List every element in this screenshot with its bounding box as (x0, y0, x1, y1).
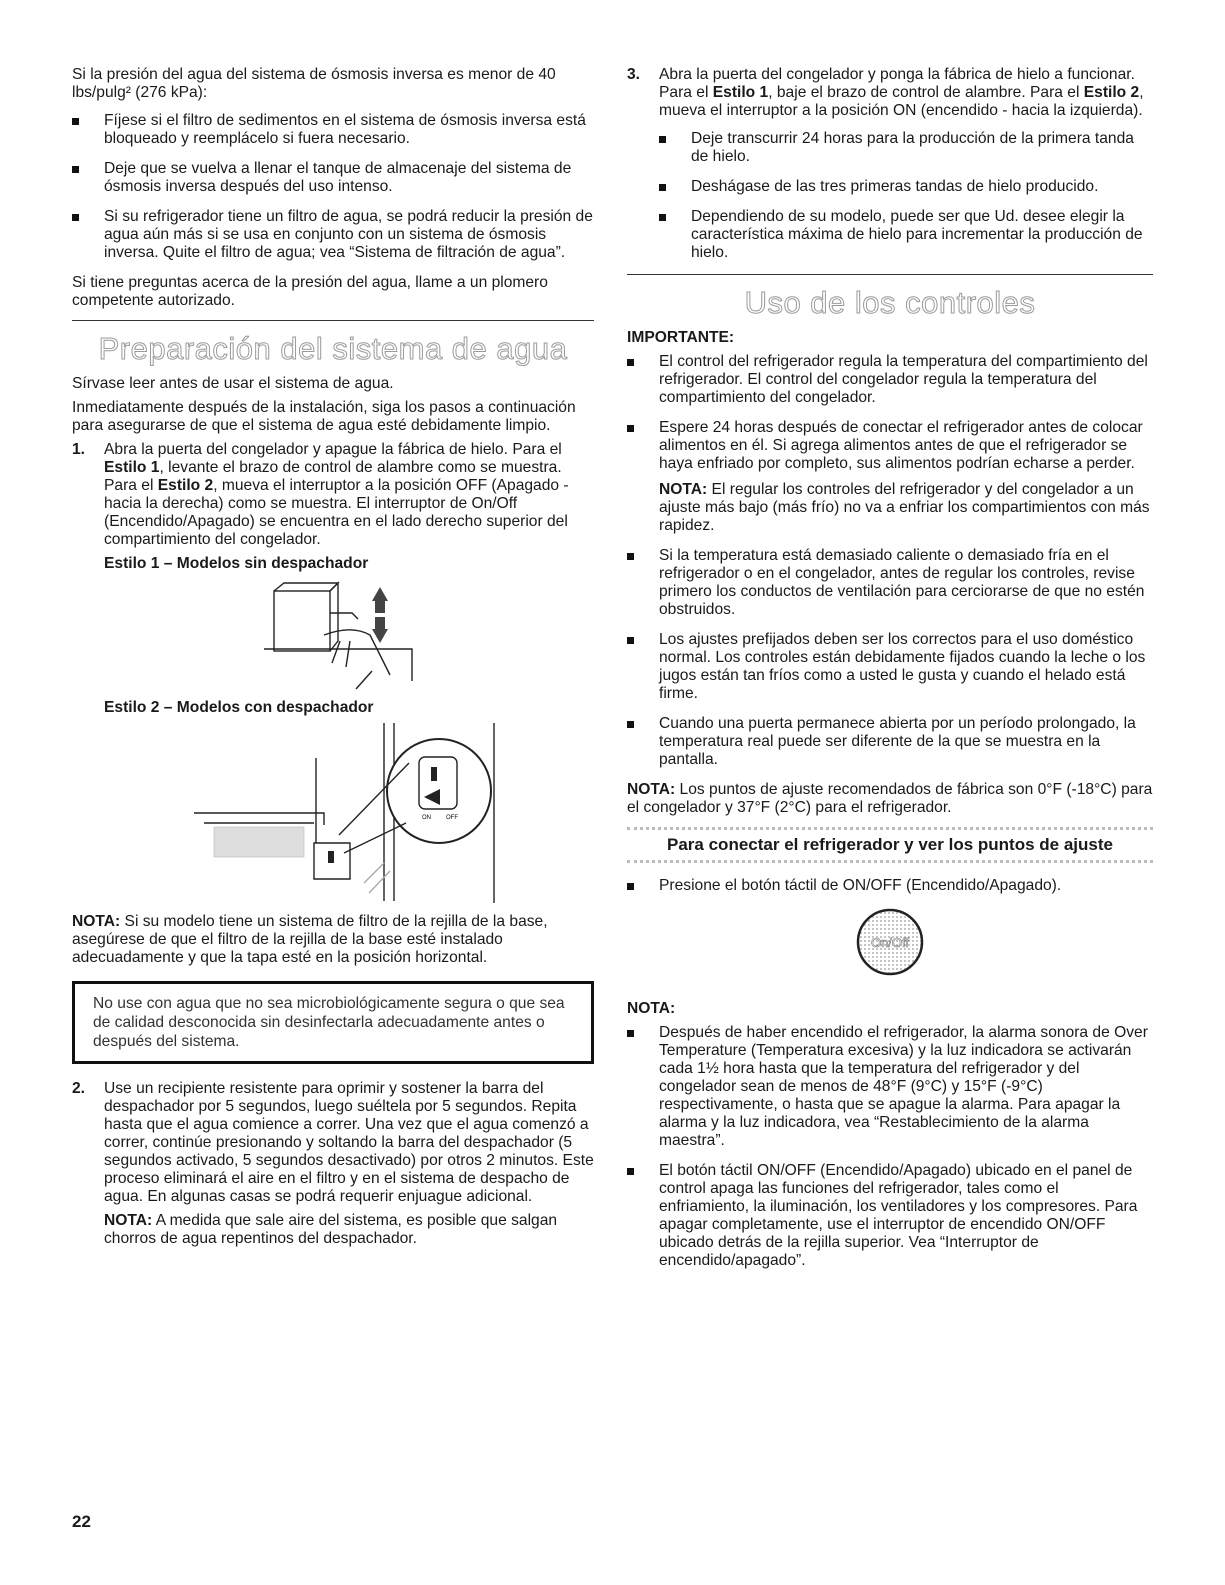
note-label: NOTA: (627, 781, 676, 798)
steps-list-right (627, 66, 1153, 262)
section-divider (72, 320, 594, 321)
base-grille-note (72, 913, 594, 967)
note-text: Si su modelo tiene un sistema de filtro de la rejilla de la base, asegúrese de que el filtro de la rejilla de la base esté instalado adecuadamente y que la tapa esté en la posición horizontal. (72, 913, 548, 966)
immediately-text: Inmediatamente después de la instalación, siga los pasos a continuación para asegurarse de que el sistema de agua esté debidamente limpio. (72, 399, 576, 434)
style2-illustration (194, 723, 504, 903)
bullet2-note (659, 481, 1153, 535)
step-1 (72, 441, 594, 903)
note-text: Los puntos de ajuste recomendados de fábrica son 0°F (-18°C) para el congelador y 37°F (2°C) para el refrigerador. (627, 781, 1153, 816)
note-label-2: NOTA: (627, 1000, 676, 1017)
page-number: 22 (72, 1512, 91, 1531)
list-item: Presione el botón táctil de ON/OFF (Encendido/Apagado). (627, 877, 1153, 895)
style1-label: Estilo 1 – Modelos sin despachador (104, 555, 369, 572)
step3-bullets (659, 130, 1153, 262)
list-item: Si su refrigerador tiene un filtro de agua, se podrá reducir la presión de agua aún más si se usa en conjunto con un sistema de ósmosis inversa. Quite el filtro de agua; vea “Sistema de filtración de agua”. (72, 208, 594, 262)
list-item-text: Espere 24 horas después de conectar el refrigerador antes de colocar alimentos en él. Si agrega alimentos antes de que el refrigerador se haya enfriado por completo, sus alimentos podrían echarse a perder. (659, 419, 1143, 472)
steps-list-cont (72, 1080, 594, 1248)
factory-setpoint-note (627, 781, 1153, 817)
note2-list (627, 1024, 1153, 1270)
step2-note (104, 1212, 594, 1248)
list-item: Después de haber encendido el refrigerador, la alarma sonora de Over Temperature (Temperatura excesiva) y la luz indicadora se activarán cada 1½ hora hasta que la temperatura del refrigerador y del congelador sean de menos de 48°F (9°C) y 15°F (-9°C) respectivamente, o hasta que se apague la alarma. Para apagar la alarma y la luz indicadora, vea “Restablecimiento de la alarma maestra”. (627, 1024, 1153, 1150)
list-item: Deje transcurrir 24 horas para la producción de la primera tanda de hielo. (659, 130, 1153, 166)
list-item: El control del refrigerador regula la temperatura del compartimiento del refrigerador. El control del congelador regula la temperatura del compartimiento del congelador. (627, 353, 1153, 407)
style-ref: Estilo 1 (104, 459, 160, 476)
step-text: , mueva el interruptor a la posición ON (encendido - hacia la izquierda). (659, 84, 1144, 119)
section-title-controls: Uso de los controles (744, 285, 1036, 320)
press-list (627, 877, 1153, 895)
step-text: Abra la puerta del congelador y apague la fábrica de hielo. Para el (104, 441, 562, 458)
note-text: A medida que sale aire del sistema, es posible que salgan chorros de agua repentinos del despachador. (104, 1212, 558, 1247)
section-divider (627, 274, 1153, 275)
list-item: Fíjese si el filtro de sedimentos en el sistema de ósmosis inversa está bloqueado y reemplácelo si fuera necesario. (72, 112, 594, 148)
onoff-figure (627, 907, 1153, 982)
section-title-water-prep: Preparación del sistema de agua (98, 331, 568, 366)
style-ref: Estilo 2 (157, 477, 214, 494)
step-number: 3. (627, 66, 641, 83)
step-3 (627, 66, 1153, 262)
steps-list (72, 441, 594, 903)
onoff-button-label: On/Off (870, 935, 910, 950)
switch-on-label: ON (422, 815, 431, 821)
list-item: Dependiendo de su modelo, puede ser que Ud. desee elegir la característica máxima de hielo para incrementar la producción de hielo. (659, 208, 1153, 262)
list-item: El botón táctil ON/OFF (Encendido/Apagado) ubicado en el panel de control apaga las funciones del refrigerador, tales como el enfriamiento, la iluminación, los ventiladores y los compresores. Para apagar completamente, use el interruptor de encendido ON/OFF ubicado detrás de la rejilla superior. Vea “Interruptor de encendido/apagado”. (627, 1162, 1153, 1270)
note-label: NOTA: (72, 913, 121, 930)
read-first-text: Sírvase leer antes de usar el sistema de agua. (72, 375, 394, 392)
ro-pressure-intro: Si la presión del agua del sistema de ósmosis inversa es menor de 40 lbs/pulg² (276 kPa): (72, 66, 556, 101)
questions-text: Si tiene preguntas acerca de la presión del agua, llame a un plomero competente autorizado. (72, 274, 548, 309)
style1-illustration (260, 579, 460, 691)
step-2 (72, 1080, 594, 1248)
step-text: Abra la puerta del congelador y ponga la fábrica de hielo a funcionar. Para el (659, 66, 1135, 101)
step-number: 1. (72, 441, 86, 458)
list-item: Si la temperatura está demasiado caliente o demasiado fría en el refrigerador o en el congelador, antes de regular los controles, revise primero los conductos de ventilación para cerciorarse de que no estén obstruidos. (627, 547, 1153, 619)
step-text: , mueva el interruptor a la posición OFF (Apagado - hacia la derecha) como se muestra. El interruptor de On/Off (Encendido/Apagado) se encuentra en el lado derecho superior del compartimiento del congelador. (104, 477, 569, 548)
step-text: Use un recipiente resistente para oprimir y sostener la barra del despachador por 5 segundos, luego suéltela por 5 segundos. Repita hasta que el agua comience a correr. Una vez que el agua comenzó a correr, continúe presionando y soltando la barra del despachador (5 segundos activado, 5 segundos desactivado) por otros 2 minutos. Este proceso eliminará el aire en el filtro y en el sistema de despacho de agua. En algunas casas se podrá requerir enjuague adicional. (104, 1080, 594, 1205)
style-ref: Estilo 1 (712, 84, 769, 101)
list-item: Deshágase de las tres primeras tandas de hielo producido. (659, 178, 1153, 196)
step-text: , levante el brazo de control de alambre como se muestra. Para el (104, 459, 562, 494)
style-ref: Estilo 2 (1083, 84, 1140, 101)
list-item (627, 419, 1153, 535)
step-number: 2. (72, 1080, 86, 1097)
controls-list (627, 353, 1153, 769)
switch-off-label: OFF (446, 815, 458, 821)
subhead-connect: Para conectar el refrigerador y ver los puntos de ajuste (627, 827, 1153, 863)
left-column (72, 66, 594, 1258)
style2-label: Estilo 2 – Modelos con despachador (104, 699, 374, 716)
list-item: Cuando una puerta permanece abierta por un período prolongado, la temperatura real puede ser diferente de la que se muestra en la pantalla. (627, 715, 1153, 769)
list-item: Deje que se vuelva a llenar el tanque de almacenaje del sistema de ósmosis inversa después del uso intenso. (72, 160, 594, 196)
step-text: , baje el brazo de control de alambre. Para el (768, 84, 1084, 101)
list-item: Los ajustes prefijados deben ser los correctos para el uso doméstico normal. Los controles están debidamente fijados cuando la leche o los jugos están tan fríos como a usted le gusta y cuando el helado está firme. (627, 631, 1153, 703)
water-safety-warning: No use con agua que no sea microbiológicamente segura o que sea de calidad desconocida sin desinfectarla adecuadamente antes o después del sistema. (72, 981, 594, 1064)
onoff-button-icon (855, 907, 925, 977)
note-text: El regular los controles del refrigerador y del congelador a un ajuste más bajo (más frío) no va a enfriar los compartimientos con más rapidez. (659, 481, 1150, 534)
note-label: NOTA: (659, 481, 708, 498)
right-column (627, 66, 1153, 1282)
ro-pressure-list (72, 112, 594, 262)
important-label: IMPORTANTE: (627, 329, 735, 346)
note-label: NOTA: (104, 1212, 153, 1229)
